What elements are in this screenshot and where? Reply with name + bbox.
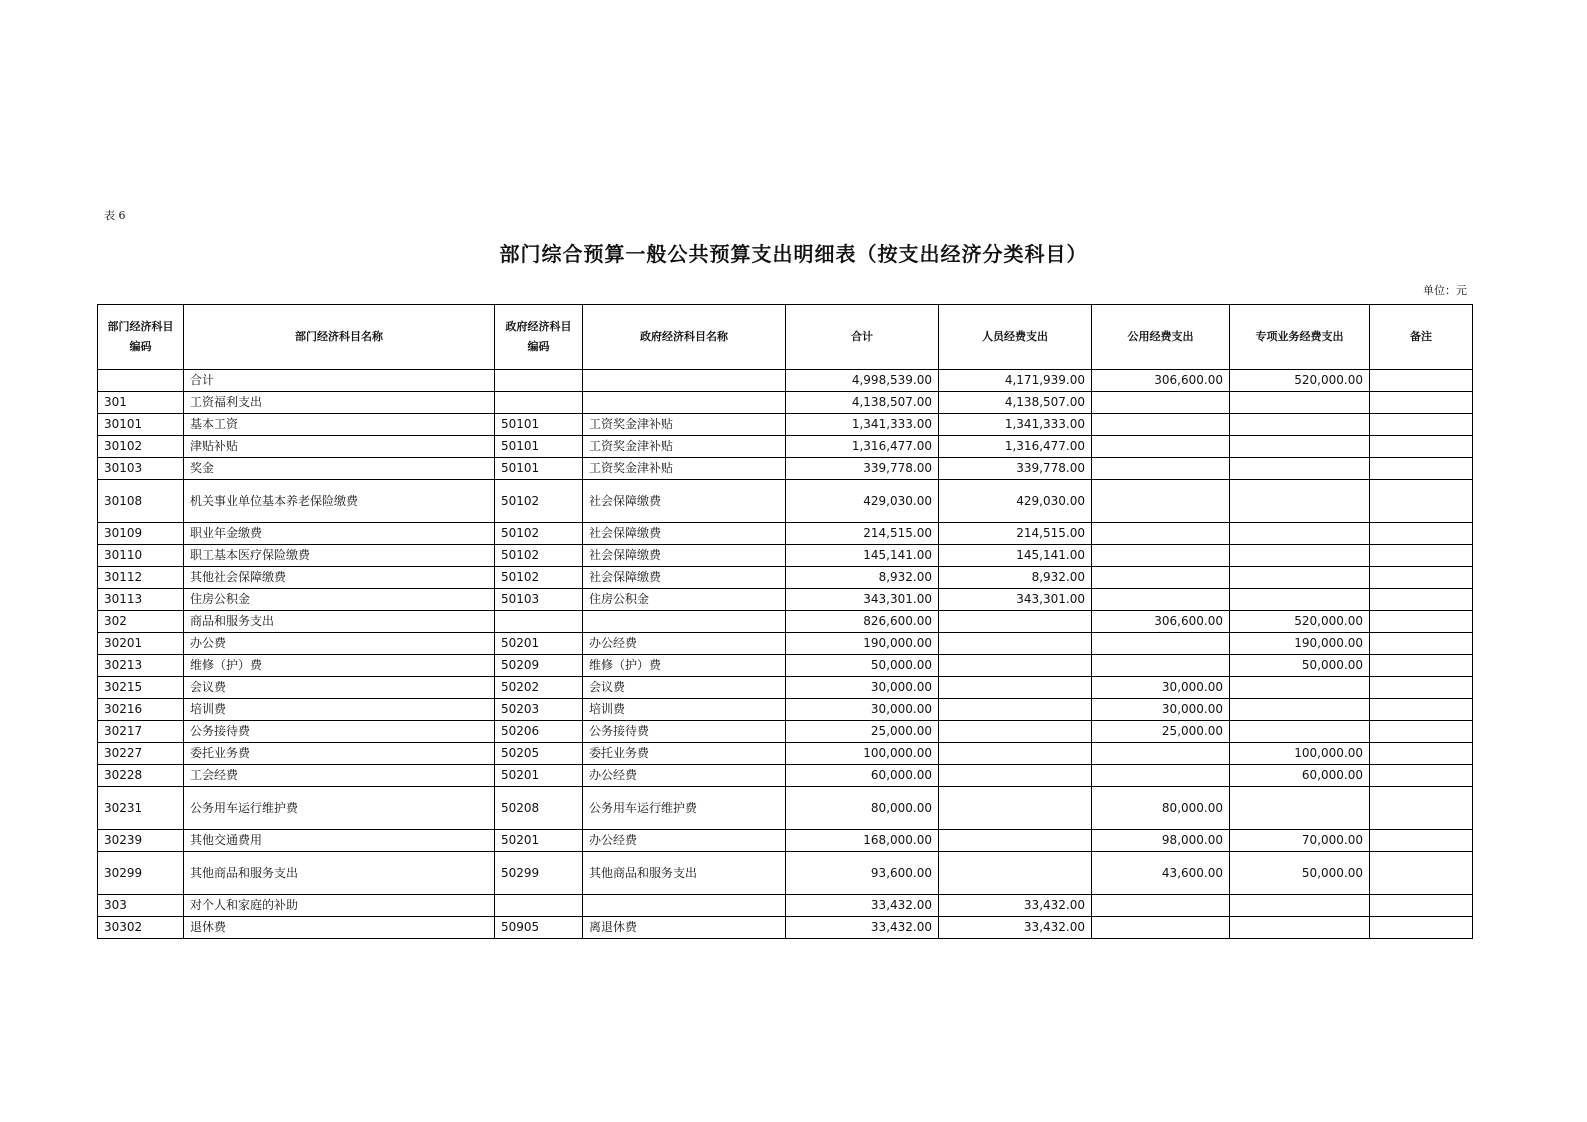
cell-special: 190,000.00 — [1230, 633, 1370, 655]
cell-personnel — [939, 743, 1092, 765]
cell-total: 33,432.00 — [786, 917, 939, 939]
cell-remarks — [1370, 370, 1473, 392]
cell-remarks — [1370, 699, 1473, 721]
cell-gov-name: 培训费 — [583, 699, 786, 721]
cell-gov-name: 办公经费 — [583, 830, 786, 852]
cell-special — [1230, 567, 1370, 589]
header-total: 合计 — [786, 305, 939, 370]
cell-special: 60,000.00 — [1230, 765, 1370, 787]
table-row — [98, 633, 1473, 655]
cell-special — [1230, 787, 1370, 830]
table-row — [98, 436, 1473, 458]
cell-special: 50,000.00 — [1230, 852, 1370, 895]
table-row — [98, 677, 1473, 699]
cell-public — [1092, 567, 1230, 589]
cell-gov-name — [583, 611, 786, 633]
cell-dept-name: 退休费 — [184, 917, 495, 939]
table-row — [98, 721, 1473, 743]
cell-public — [1092, 765, 1230, 787]
table-row — [98, 743, 1473, 765]
cell-remarks — [1370, 655, 1473, 677]
cell-dept-name: 职工基本医疗保险缴费 — [184, 545, 495, 567]
cell-total: 1,316,477.00 — [786, 436, 939, 458]
cell-special — [1230, 917, 1370, 939]
cell-total: 8,932.00 — [786, 567, 939, 589]
table-row — [98, 830, 1473, 852]
cell-public: 98,000.00 — [1092, 830, 1230, 852]
cell-personnel — [939, 677, 1092, 699]
cell-gov-code: 50103 — [495, 589, 583, 611]
cell-dept-name: 其他商品和服务支出 — [184, 852, 495, 895]
cell-total: 60,000.00 — [786, 765, 939, 787]
cell-personnel: 1,341,333.00 — [939, 414, 1092, 436]
table-row — [98, 917, 1473, 939]
cell-dept-code: 30231 — [98, 787, 184, 830]
cell-personnel: 214,515.00 — [939, 523, 1092, 545]
cell-personnel: 1,316,477.00 — [939, 436, 1092, 458]
cell-dept-name: 公务用车运行维护费 — [184, 787, 495, 830]
cell-public — [1092, 523, 1230, 545]
cell-personnel — [939, 699, 1092, 721]
cell-special — [1230, 677, 1370, 699]
cell-special — [1230, 414, 1370, 436]
cell-gov-name: 办公经费 — [583, 765, 786, 787]
cell-dept-code: 30112 — [98, 567, 184, 589]
cell-dept-name: 工会经费 — [184, 765, 495, 787]
table-row — [98, 895, 1473, 917]
cell-gov-name: 社会保障缴费 — [583, 567, 786, 589]
cell-gov-code: 50206 — [495, 721, 583, 743]
cell-dept-code: 30109 — [98, 523, 184, 545]
cell-personnel: 4,171,939.00 — [939, 370, 1092, 392]
table-row — [98, 852, 1473, 895]
cell-personnel: 145,141.00 — [939, 545, 1092, 567]
cell-public — [1092, 917, 1230, 939]
cell-personnel — [939, 633, 1092, 655]
cell-remarks — [1370, 895, 1473, 917]
cell-dept-code: 30215 — [98, 677, 184, 699]
cell-gov-name: 维修（护）费 — [583, 655, 786, 677]
header-personnel: 人员经费支出 — [939, 305, 1092, 370]
cell-dept-code: 30217 — [98, 721, 184, 743]
cell-gov-name: 办公经费 — [583, 633, 786, 655]
cell-remarks — [1370, 567, 1473, 589]
cell-gov-code: 50208 — [495, 787, 583, 830]
cell-gov-name — [583, 370, 786, 392]
cell-total: 190,000.00 — [786, 633, 939, 655]
cell-remarks — [1370, 633, 1473, 655]
cell-gov-name: 工资奖金津补贴 — [583, 436, 786, 458]
cell-personnel: 33,432.00 — [939, 895, 1092, 917]
cell-dept-code: 30108 — [98, 480, 184, 523]
cell-personnel — [939, 830, 1092, 852]
cell-public — [1092, 414, 1230, 436]
cell-dept-name: 职业年金缴费 — [184, 523, 495, 545]
cell-dept-name: 基本工资 — [184, 414, 495, 436]
cell-public — [1092, 545, 1230, 567]
table-row — [98, 611, 1473, 633]
cell-gov-name — [583, 895, 786, 917]
cell-total: 339,778.00 — [786, 458, 939, 480]
cell-personnel: 339,778.00 — [939, 458, 1092, 480]
header-gov-name: 政府经济科目名称 — [583, 305, 786, 370]
cell-dept-code: 30227 — [98, 743, 184, 765]
cell-dept-code: 30213 — [98, 655, 184, 677]
table-row — [98, 567, 1473, 589]
cell-personnel — [939, 787, 1092, 830]
cell-gov-name: 社会保障缴费 — [583, 545, 786, 567]
cell-total: 826,600.00 — [786, 611, 939, 633]
cell-total: 4,138,507.00 — [786, 392, 939, 414]
cell-public: 80,000.00 — [1092, 787, 1230, 830]
table-row — [98, 765, 1473, 787]
header-public: 公用经费支出 — [1092, 305, 1230, 370]
cell-total: 214,515.00 — [786, 523, 939, 545]
cell-remarks — [1370, 480, 1473, 523]
cell-gov-name: 住房公积金 — [583, 589, 786, 611]
cell-special: 70,000.00 — [1230, 830, 1370, 852]
cell-dept-code: 301 — [98, 392, 184, 414]
cell-dept-name: 其他社会保障缴费 — [184, 567, 495, 589]
cell-dept-code: 30228 — [98, 765, 184, 787]
cell-total: 93,600.00 — [786, 852, 939, 895]
table-row — [98, 523, 1473, 545]
cell-dept-code: 302 — [98, 611, 184, 633]
cell-remarks — [1370, 589, 1473, 611]
cell-total: 4,998,539.00 — [786, 370, 939, 392]
header-remarks: 备注 — [1370, 305, 1473, 370]
cell-gov-code: 50299 — [495, 852, 583, 895]
cell-dept-code: 30216 — [98, 699, 184, 721]
cell-public: 306,600.00 — [1092, 611, 1230, 633]
cell-dept-code: 30302 — [98, 917, 184, 939]
cell-gov-name: 社会保障缴费 — [583, 480, 786, 523]
cell-remarks — [1370, 392, 1473, 414]
cell-gov-code: 50101 — [495, 414, 583, 436]
cell-remarks — [1370, 677, 1473, 699]
cell-personnel — [939, 721, 1092, 743]
cell-remarks — [1370, 765, 1473, 787]
cell-dept-name: 对个人和家庭的补助 — [184, 895, 495, 917]
cell-gov-name — [583, 392, 786, 414]
cell-dept-code: 30103 — [98, 458, 184, 480]
cell-public — [1092, 436, 1230, 458]
cell-public — [1092, 895, 1230, 917]
header-dept-code: 部门经济科目编码 — [98, 305, 184, 370]
cell-total: 25,000.00 — [786, 721, 939, 743]
cell-gov-name: 离退休费 — [583, 917, 786, 939]
cell-special: 100,000.00 — [1230, 743, 1370, 765]
table-body — [98, 370, 1473, 939]
cell-dept-name: 其他交通费用 — [184, 830, 495, 852]
cell-gov-name: 工资奖金津补贴 — [583, 458, 786, 480]
table-row — [98, 699, 1473, 721]
cell-total: 168,000.00 — [786, 830, 939, 852]
cell-gov-name: 公务用车运行维护费 — [583, 787, 786, 830]
cell-gov-code: 50102 — [495, 545, 583, 567]
cell-gov-name: 工资奖金津补贴 — [583, 414, 786, 436]
cell-personnel: 343,301.00 — [939, 589, 1092, 611]
cell-dept-name: 工资福利支出 — [184, 392, 495, 414]
cell-special: 50,000.00 — [1230, 655, 1370, 677]
cell-special: 520,000.00 — [1230, 611, 1370, 633]
cell-dept-name: 津贴补贴 — [184, 436, 495, 458]
cell-total: 30,000.00 — [786, 699, 939, 721]
cell-public — [1092, 655, 1230, 677]
cell-gov-code: 50102 — [495, 523, 583, 545]
cell-dept-name: 机关事业单位基本养老保险缴费 — [184, 480, 495, 523]
table-row — [98, 414, 1473, 436]
cell-dept-name: 奖金 — [184, 458, 495, 480]
cell-total: 30,000.00 — [786, 677, 939, 699]
table-row — [98, 370, 1473, 392]
cell-personnel — [939, 655, 1092, 677]
cell-special — [1230, 589, 1370, 611]
cell-personnel — [939, 611, 1092, 633]
cell-remarks — [1370, 743, 1473, 765]
header-special: 专项业务经费支出 — [1230, 305, 1370, 370]
cell-dept-name: 住房公积金 — [184, 589, 495, 611]
cell-public: 30,000.00 — [1092, 677, 1230, 699]
cell-remarks — [1370, 721, 1473, 743]
table-row — [98, 787, 1473, 830]
cell-dept-code: 30299 — [98, 852, 184, 895]
cell-remarks — [1370, 830, 1473, 852]
cell-public: 306,600.00 — [1092, 370, 1230, 392]
page-title: 部门综合预算一般公共预算支出明细表（按支出经济分类科目） — [499, 242, 1088, 266]
cell-special — [1230, 523, 1370, 545]
cell-public — [1092, 633, 1230, 655]
cell-personnel: 33,432.00 — [939, 917, 1092, 939]
table-row — [98, 589, 1473, 611]
cell-dept-name: 委托业务费 — [184, 743, 495, 765]
cell-special: 520,000.00 — [1230, 370, 1370, 392]
cell-gov-name: 其他商品和服务支出 — [583, 852, 786, 895]
cell-personnel — [939, 852, 1092, 895]
cell-gov-code: 50101 — [495, 436, 583, 458]
cell-remarks — [1370, 611, 1473, 633]
cell-remarks — [1370, 917, 1473, 939]
cell-dept-code: 30110 — [98, 545, 184, 567]
cell-gov-code — [495, 895, 583, 917]
cell-gov-code: 50201 — [495, 765, 583, 787]
cell-public — [1092, 480, 1230, 523]
cell-special — [1230, 480, 1370, 523]
header-row — [98, 305, 1473, 370]
cell-gov-code — [495, 611, 583, 633]
table-row — [98, 480, 1473, 523]
table-row — [98, 545, 1473, 567]
cell-remarks — [1370, 458, 1473, 480]
cell-gov-code: 50203 — [495, 699, 583, 721]
cell-personnel: 429,030.00 — [939, 480, 1092, 523]
cell-gov-code: 50102 — [495, 480, 583, 523]
cell-dept-name: 维修（护）费 — [184, 655, 495, 677]
cell-dept-name: 培训费 — [184, 699, 495, 721]
cell-total: 429,030.00 — [786, 480, 939, 523]
cell-gov-code: 50202 — [495, 677, 583, 699]
cell-dept-name: 公务接待费 — [184, 721, 495, 743]
cell-gov-name: 会议费 — [583, 677, 786, 699]
cell-gov-code: 50905 — [495, 917, 583, 939]
cell-dept-code: 30201 — [98, 633, 184, 655]
cell-special — [1230, 721, 1370, 743]
cell-personnel — [939, 765, 1092, 787]
cell-special — [1230, 458, 1370, 480]
cell-dept-code: 30113 — [98, 589, 184, 611]
cell-gov-code: 50201 — [495, 830, 583, 852]
cell-total: 145,141.00 — [786, 545, 939, 567]
cell-dept-code: 30102 — [98, 436, 184, 458]
cell-public — [1092, 743, 1230, 765]
budget-table — [97, 304, 1473, 939]
cell-personnel: 4,138,507.00 — [939, 392, 1092, 414]
table-row — [98, 392, 1473, 414]
cell-remarks — [1370, 523, 1473, 545]
cell-personnel: 8,932.00 — [939, 567, 1092, 589]
table-row — [98, 458, 1473, 480]
cell-gov-name: 委托业务费 — [583, 743, 786, 765]
cell-gov-code — [495, 370, 583, 392]
cell-special — [1230, 545, 1370, 567]
cell-gov-code: 50102 — [495, 567, 583, 589]
cell-special — [1230, 392, 1370, 414]
cell-remarks — [1370, 545, 1473, 567]
cell-special — [1230, 436, 1370, 458]
cell-dept-name: 合计 — [184, 370, 495, 392]
cell-total: 1,341,333.00 — [786, 414, 939, 436]
cell-public — [1092, 392, 1230, 414]
unit-label: 单位：元 — [1423, 284, 1467, 297]
cell-dept-code — [98, 370, 184, 392]
cell-dept-code: 30101 — [98, 414, 184, 436]
table-number: 表 6 — [104, 209, 126, 222]
cell-public: 43,600.00 — [1092, 852, 1230, 895]
table-row — [98, 655, 1473, 677]
cell-gov-code — [495, 392, 583, 414]
cell-dept-name: 办公费 — [184, 633, 495, 655]
cell-special — [1230, 699, 1370, 721]
cell-gov-code: 50209 — [495, 655, 583, 677]
cell-gov-name: 公务接待费 — [583, 721, 786, 743]
cell-special — [1230, 895, 1370, 917]
cell-total: 33,432.00 — [786, 895, 939, 917]
cell-total: 100,000.00 — [786, 743, 939, 765]
cell-total: 343,301.00 — [786, 589, 939, 611]
cell-public — [1092, 458, 1230, 480]
cell-gov-code: 50205 — [495, 743, 583, 765]
cell-public: 30,000.00 — [1092, 699, 1230, 721]
cell-dept-name: 商品和服务支出 — [184, 611, 495, 633]
cell-remarks — [1370, 852, 1473, 895]
cell-public — [1092, 589, 1230, 611]
cell-gov-name: 社会保障缴费 — [583, 523, 786, 545]
cell-dept-code: 303 — [98, 895, 184, 917]
cell-total: 50,000.00 — [786, 655, 939, 677]
cell-total: 80,000.00 — [786, 787, 939, 830]
cell-remarks — [1370, 414, 1473, 436]
header-gov-code: 政府经济科目编码 — [495, 305, 583, 370]
header-dept-name: 部门经济科目名称 — [184, 305, 495, 370]
cell-remarks — [1370, 436, 1473, 458]
cell-remarks — [1370, 787, 1473, 830]
cell-public: 25,000.00 — [1092, 721, 1230, 743]
cell-dept-name: 会议费 — [184, 677, 495, 699]
cell-gov-code: 50101 — [495, 458, 583, 480]
cell-dept-code: 30239 — [98, 830, 184, 852]
cell-gov-code: 50201 — [495, 633, 583, 655]
